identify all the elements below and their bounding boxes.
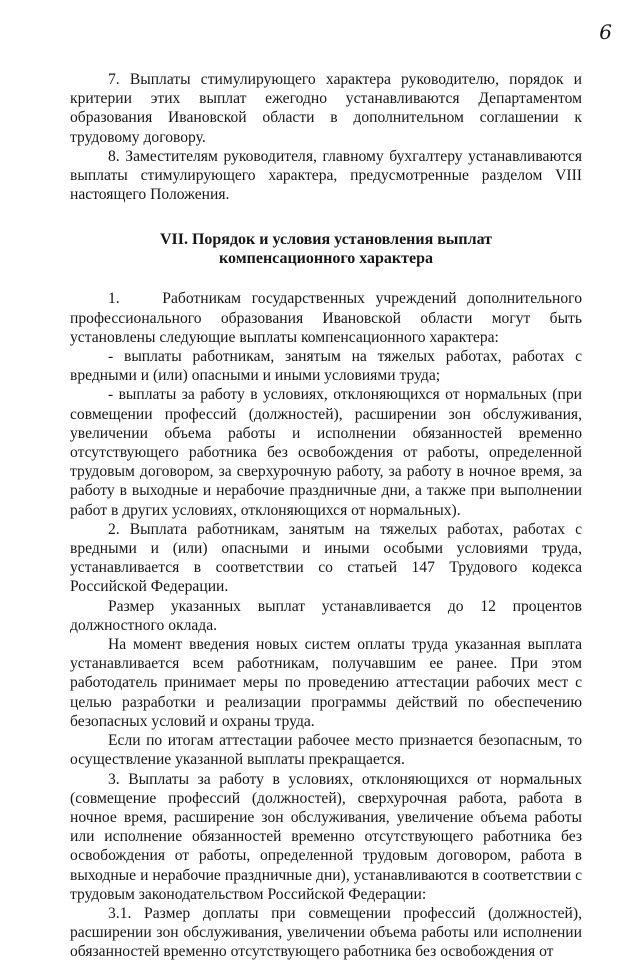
- paragraph-new-systems: На момент введения новых систем оплаты труда указанная выплата устанавливается всем работникам, получавшим ее ранее. При этом работодатель принимает меры по проведению аттестации рабочих мест с целью разработки и реализации программы действий по обеспечению безопасных условий и охраны труда.: [70, 636, 582, 730]
- paragraph-payment-size: Размер указанных выплат устанавливается до 12 процентов должностного оклада.: [70, 597, 582, 634]
- section-heading-line1: VII. Порядок и условия установления выплат: [159, 231, 493, 249]
- section-heading: [70, 230, 582, 268]
- paragraph-1: 1. Работникам государственных учреждений дополнительного профессионального образования Ивановской области могут быть установлены следующие выплаты компенсационного характера:: [70, 290, 582, 346]
- paragraph-3: 3. Выплаты за работу в условиях, отклоняющихся от нормальных (совмещение профессий (должностей), сверхурочная работа, работа в ночное время, расширение зон обслуживания, увеличение объема работы или исполнение обязанностей временно отсутствующего работника без освобождения от работы, определенной трудовым договором, работа в выходные и нерабочие праздничные дни), устанавливаются в соответствии с трудовым законодательством Российской Федерации:: [70, 770, 582, 903]
- paragraph-attestation: Если по итогам аттестации рабочее место признается безопасным, то осуществление указанной выплаты прекращается.: [70, 732, 582, 769]
- paragraph-3-1: 3.1. Размер доплаты при совмещении профессий (должностей), расширении зон обслуживания, увеличении объема работы или исполнении обязанностей временно отсутствующего работника без освобождения от: [70, 904, 582, 961]
- paragraph-8: 8. Заместителям руководителя, главному бухгалтеру устанавливаются выплаты стимулирующего характера, предусмотренные разделом VIII настоящего Положения.: [70, 147, 582, 204]
- section-heading-line2: компенсационного характера: [219, 250, 433, 268]
- paragraph-2: 2. Выплата работникам, занятым на тяжелых работах, работах с вредными и (или) опасными и иными особыми условиями труда, устанавливается в соответствии со статьей 147 Трудового кодекса Российской Федерации.: [70, 520, 582, 596]
- page-number: 6: [599, 20, 612, 44]
- list-item-hazardous: - выплаты работникам, занятым на тяжелых работах, работах с вредными и (или) опасными и иными условиями труда;: [70, 348, 582, 385]
- list-item-abnormal-conditions: - выплаты за работу в условиях, отклоняющихся от нормальных (при совмещении профессий (должностей), расширении зон обслуживания, увеличении объема работы и исполнении обязанностей временно отсутствующего работника без освобождения от работы, определенной трудовым договором, за сверхурочную работу, за работу в ночное время, за работу в выходные и нерабочие праздничные дни, а также при выполнении работ в других условиях, отклоняющихся от нормальных).: [70, 386, 582, 519]
- paragraph-7: 7. Выплаты стимулирующего характера руководителю, порядок и критерии этих выплат ежегодно устанавливаются Департаментом образования Ивановской области в дополнительном соглашении к трудовому договору.: [70, 71, 582, 146]
- document-body: [70, 70, 582, 962]
